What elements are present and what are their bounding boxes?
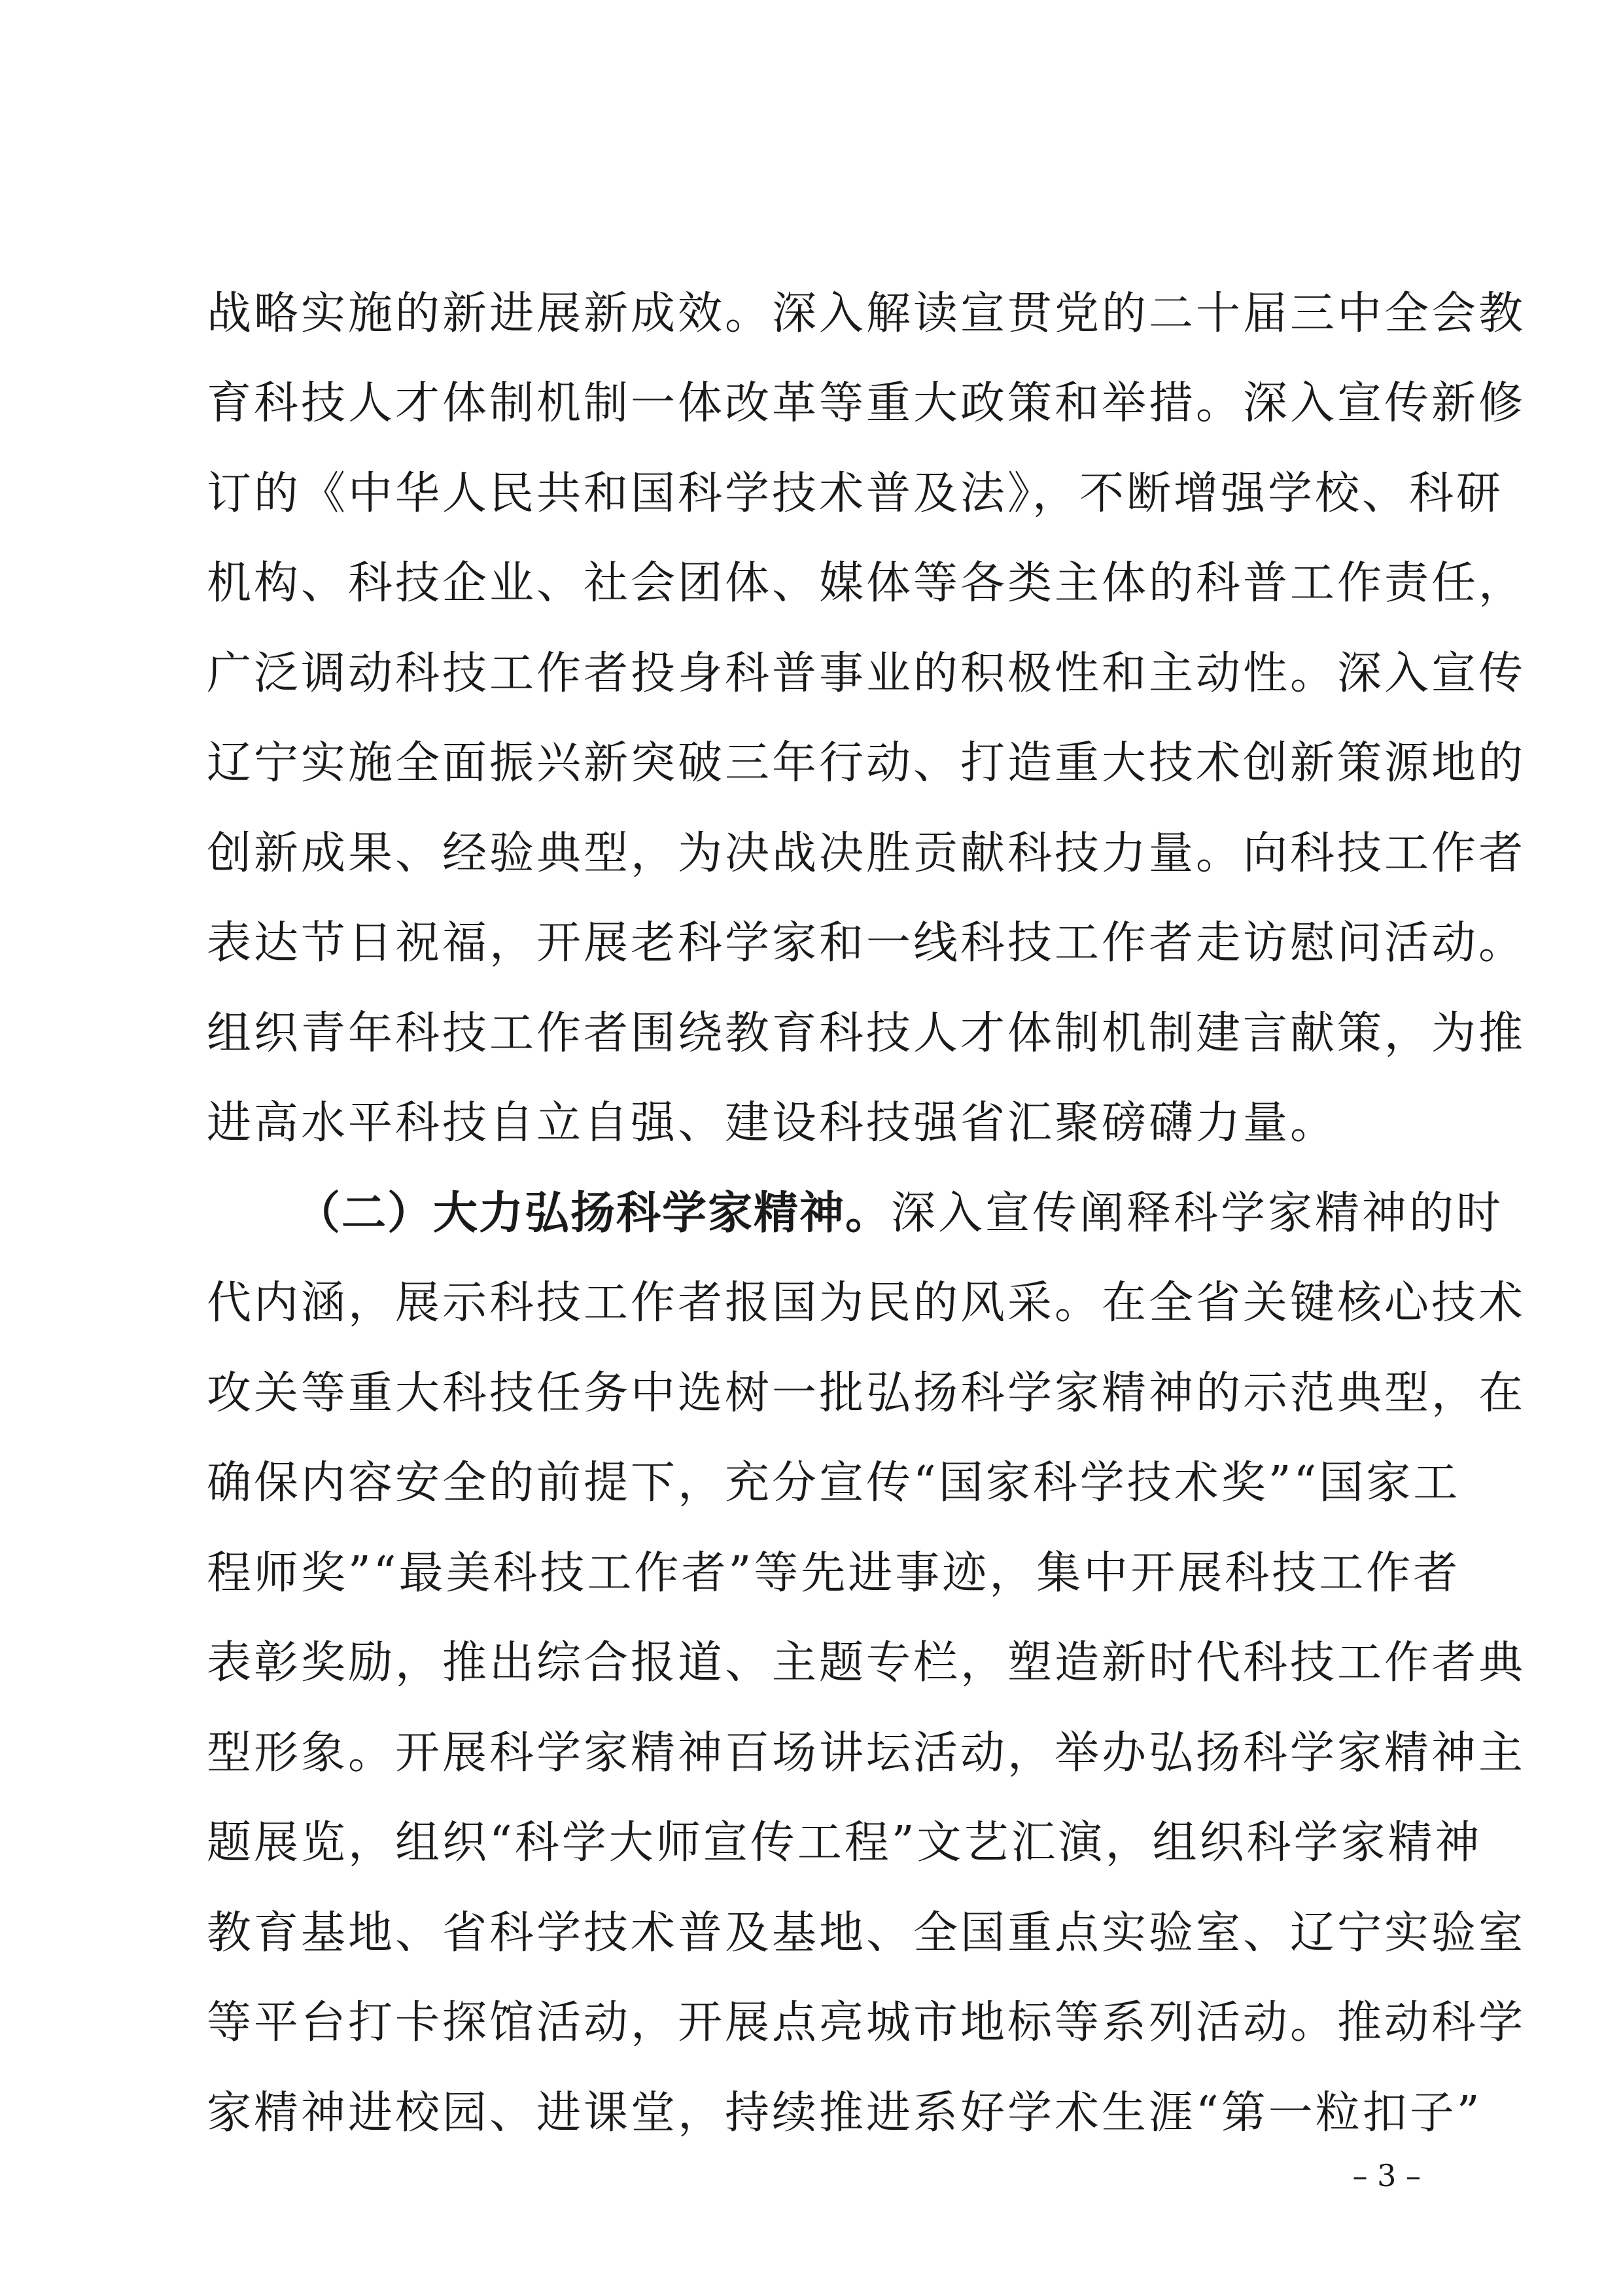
- text-line: 表达节日祝福，开展老科学家和一线科技工作者走访慰问活动。: [207, 917, 1526, 969]
- text-line: 型形象。开展科学家精神百场讲坛活动，举办弘扬科学家精神主: [207, 1727, 1526, 1779]
- text-line: 确保内容安全的前提下，充分宣传“国家科学技术奖”“国家工: [207, 1457, 1461, 1509]
- text-line: 机构、科技企业、社会团体、媒体等各类主体的科普工作责任，: [207, 557, 1526, 609]
- text-line: 创新成果、经验典型，为决战决胜贡献科技力量。向科技工作者: [207, 828, 1526, 879]
- text-line: 进高水平科技自立自强、建设科技强省汇聚磅礴力量。: [207, 1097, 1338, 1149]
- text-line: 表彰奖励，推出综合报道、主题专栏，塑造新时代科技工作者典: [207, 1637, 1526, 1689]
- text-line: 攻关等重大科技任务中选树一批弘扬科学家精神的示范典型，在: [207, 1368, 1526, 1419]
- text-run: 深入宣传阐释科学家精神的时: [891, 1188, 1504, 1239]
- text-line: 订的《中华人民共和国科学技术普及法》，不断增强学校、科研: [207, 468, 1504, 520]
- text-line: 辽宁实施全面振兴新突破三年行动、打造重大技术创新策源地的: [207, 737, 1526, 789]
- text-line: 家精神进校园、进课堂，持续推进系好学术生涯“第一粒扣子”: [207, 2087, 1482, 2139]
- section-heading: （二）大力弘扬科学家精神。: [296, 1188, 892, 1239]
- text-line: 教育基地、省科学技术普及基地、全国重点实验室、辽宁实验室: [207, 1907, 1526, 1959]
- text-line: 广泛调动科技工作者投身科普事业的积极性和主动性。深入宣传: [207, 648, 1526, 699]
- text-line: 题展览，组织“科学大师宣传工程”文艺汇演，组织科学家精神: [207, 1817, 1482, 1869]
- text-line: 战略实施的新进展新成效。深入解读宣贯党的二十届三中全会教: [207, 288, 1526, 340]
- text-line: 程师奖”“最美科技工作者”等先进事迹，集中开展科技工作者: [207, 1547, 1461, 1599]
- text-line: 代内涵，展示科技工作者报国为民的风采。在全省关键核心技术: [207, 1277, 1526, 1329]
- section-first-line: [207, 1181, 1504, 1246]
- text-line: 组织青年科技工作者围绕教育科技人才体制机制建言献策，为推: [207, 1008, 1526, 1059]
- text-line: 等平台打卡探馆活动，开展点亮城市地标等系列活动。推动科学: [207, 1997, 1526, 2049]
- text-line: 育科技人才体制机制一体改革等重大政策和举措。深入宣传新修: [207, 378, 1526, 429]
- page-number: – 3 –: [1352, 2158, 1421, 2193]
